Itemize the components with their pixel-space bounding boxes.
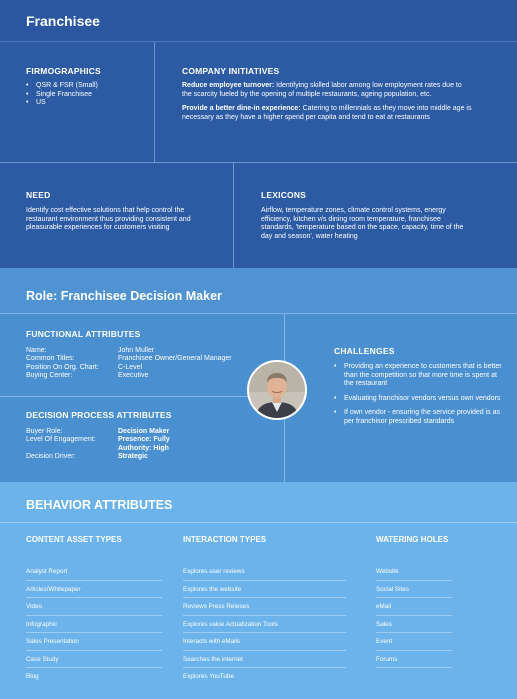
attribute-row bbox=[26, 347, 266, 355]
functional-attributes-list bbox=[26, 347, 266, 380]
attribute-value: Strategic bbox=[118, 452, 148, 460]
functional-attributes-heading: FUNCTIONAL ATTRIBUTES bbox=[26, 329, 141, 339]
role-section bbox=[0, 268, 517, 482]
watering-holes-list bbox=[376, 563, 452, 668]
divider bbox=[233, 162, 234, 268]
challenges-list bbox=[334, 363, 506, 427]
challenges-heading: CHALLENGES bbox=[334, 346, 395, 356]
divider bbox=[0, 522, 517, 523]
initiative-paragraph bbox=[182, 82, 472, 99]
list-item: Explores value Actualization Tools bbox=[183, 616, 346, 634]
attribute-value: Decision Maker bbox=[118, 428, 170, 435]
decision-process-block bbox=[26, 410, 266, 461]
attribute-row bbox=[26, 364, 266, 372]
attribute-value: Executive bbox=[118, 371, 149, 379]
firmographics-list bbox=[26, 82, 146, 108]
lexicons-heading: LEXICONS bbox=[261, 190, 307, 200]
list-item: Case Study bbox=[26, 651, 162, 669]
company-initiatives-block bbox=[182, 66, 472, 122]
list-item: • Evaluating franchisor vendors versus own vendors bbox=[334, 395, 506, 404]
decision-process-heading: DECISION PROCESS ATTRIBUTES bbox=[26, 410, 172, 420]
list-item: Explores YouTube bbox=[183, 673, 234, 680]
content-asset-list bbox=[26, 563, 162, 686]
firmographics-heading: FIRMOGRAPHICS bbox=[26, 66, 101, 76]
attribute-key: Decision Driver: bbox=[26, 452, 76, 460]
person-photo-icon bbox=[249, 362, 305, 418]
divider bbox=[0, 162, 517, 163]
attribute-key: Buyer Role: bbox=[26, 428, 63, 435]
list-item: Reviews Press Releses bbox=[183, 598, 346, 616]
list-item: Searches the internet bbox=[183, 651, 346, 669]
initiative-bold: Provide a better dine-in experience: bbox=[182, 105, 301, 113]
attribute-row bbox=[26, 436, 266, 444]
attribute-key: Level Of Engagement: bbox=[26, 436, 96, 444]
list-item: Website bbox=[376, 563, 452, 581]
attribute-key: Position On Org. Chart: bbox=[26, 363, 99, 371]
list-item: Social Sites bbox=[376, 581, 452, 599]
list-item: Blog bbox=[26, 673, 39, 680]
attribute-row bbox=[26, 453, 266, 461]
attribute-key: Buying Center: bbox=[26, 371, 73, 379]
list-item: Video bbox=[26, 598, 162, 616]
attribute-value: Authority: High bbox=[118, 444, 169, 452]
interaction-types-list bbox=[183, 563, 346, 686]
lexicons-block bbox=[261, 190, 473, 241]
list-item: eMail bbox=[376, 598, 452, 616]
list-item: Explores user reviews bbox=[183, 563, 346, 581]
role-title: Role: Franchisee Decision Maker bbox=[26, 289, 222, 303]
attribute-row bbox=[26, 445, 266, 453]
challenges-block bbox=[334, 346, 506, 427]
attribute-key: Common Titles: bbox=[26, 355, 75, 363]
attribute-value: Franchisee Owner/General Manager bbox=[118, 355, 232, 363]
role-title-bar bbox=[0, 268, 517, 314]
need-text: Identify cost effective solutions that help control the restaurant environment thus providing consistent and pleasurable experiences for customers visiting bbox=[26, 207, 191, 232]
avatar bbox=[247, 360, 307, 420]
list-item: Interacts with eMails bbox=[183, 633, 346, 651]
company-initiatives-heading: COMPANY INITIATIVES bbox=[182, 66, 280, 76]
need-block bbox=[26, 190, 206, 233]
list-item: Forums bbox=[376, 651, 452, 669]
list-item: Sales Presentation bbox=[26, 633, 162, 651]
attribute-row bbox=[26, 428, 266, 436]
initiative-text: Catering to millennials as they move into middle age is necessary as they have a higher spend per capita and tend to eat at restaurants bbox=[182, 105, 472, 121]
attribute-value: C-Level bbox=[118, 363, 143, 371]
attribute-row bbox=[26, 372, 266, 380]
attribute-key bbox=[26, 445, 118, 453]
divider bbox=[154, 42, 155, 162]
initiative-bold: Reduce employee turnover: bbox=[182, 82, 275, 89]
list-item: • Single Franchisee bbox=[26, 91, 146, 100]
divider bbox=[0, 396, 284, 397]
list-item: Articles/Whitepaper bbox=[26, 581, 162, 599]
attribute-key: Name: bbox=[26, 347, 47, 354]
list-item: Explores the website bbox=[183, 581, 346, 599]
column-heading: WATERING HOLES bbox=[376, 535, 449, 544]
attribute-row bbox=[26, 355, 266, 363]
firmographics-block bbox=[26, 66, 146, 108]
initiative-paragraph bbox=[182, 105, 472, 122]
page-title: Franchisee bbox=[26, 13, 100, 29]
behavior-title: BEHAVIOR ATTRIBUTES bbox=[26, 498, 173, 512]
franchisee-title-bar bbox=[0, 0, 517, 42]
need-heading: NEED bbox=[26, 190, 51, 200]
behavior-section bbox=[0, 482, 517, 699]
list-item: • If own vendor - ensuring the service provided is as per franchisor prescribed standards bbox=[334, 409, 506, 426]
decision-process-list bbox=[26, 428, 266, 461]
list-item: • US bbox=[26, 99, 146, 108]
initiative-text: Identifying skilled labor among low employment rates due to the scarcity fueled by the opening of multiple restaurants, ageing population, etc. bbox=[182, 82, 462, 98]
functional-attributes-block bbox=[26, 329, 266, 380]
list-item: Infographic bbox=[26, 616, 162, 634]
list-item: • QSR & FSR (Small) bbox=[26, 82, 146, 91]
attribute-value: Presence: Fully bbox=[118, 436, 170, 444]
list-item: Sales bbox=[376, 616, 452, 634]
column-heading: CONTENT ASSET TYPES bbox=[26, 535, 122, 544]
column-heading: INTERACTION TYPES bbox=[183, 535, 267, 544]
list-item: Event bbox=[376, 633, 452, 651]
franchisee-section bbox=[0, 0, 517, 268]
list-item: Analyst Report bbox=[26, 563, 162, 581]
lexicons-text: Airflow, temperature zones, climate control systems, energy efficiency, kitchen v/s dining room temperature, franchisee standards, 'temperature based on the space, capacity, time of the day and season', water heating bbox=[261, 207, 464, 240]
list-item: • Providing an experience to customers that is better than the competition so that more time is spent at the restaurant bbox=[334, 363, 506, 389]
attribute-value: John Muller bbox=[118, 347, 155, 354]
